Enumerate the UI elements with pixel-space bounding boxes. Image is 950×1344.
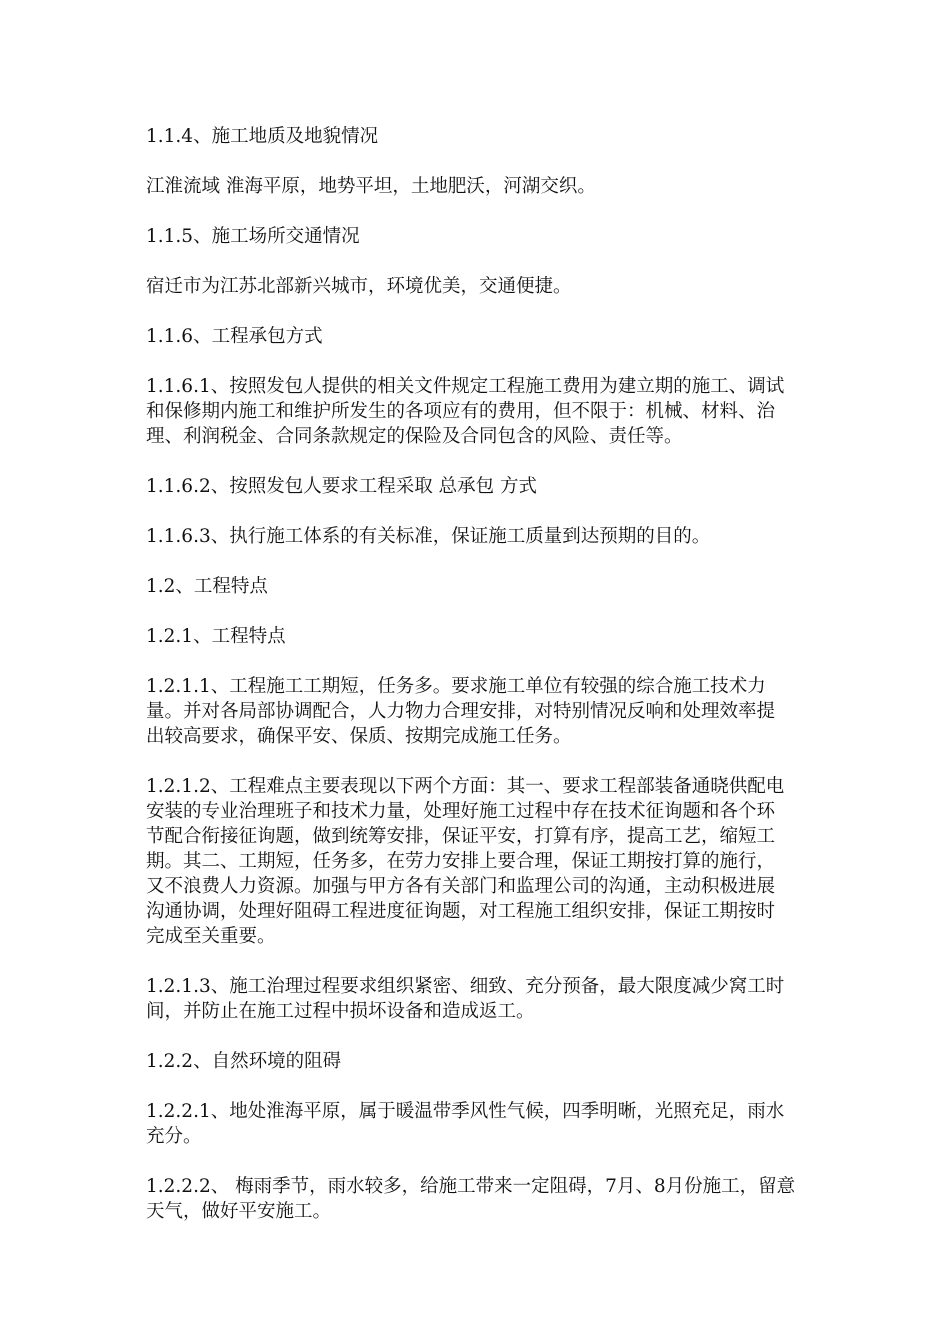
text-line: 1.2、工程特点 xyxy=(146,576,268,597)
text-line: 1.2.1.3、施工治理过程要求组织紧密、细致、充分预备，最大限度减少窝工时 xyxy=(146,976,785,997)
paragraph xyxy=(146,324,811,349)
paragraph xyxy=(146,374,811,449)
text-line: 1.2.2.1、地处淮海平原，属于暖温带季风性气候，四季明晰，光照充足，雨水 xyxy=(146,1101,785,1122)
text-line: 期。其二、工期短，任务多，在劳力安排上要合理，保证工期按打算的施行， xyxy=(146,851,776,872)
text-line: 1.2.2、自然环境的阻碍 xyxy=(146,1051,342,1072)
paragraph xyxy=(146,274,811,299)
paragraph xyxy=(146,624,811,649)
text-line: 量。并对各局部协调配合，人力物力合理安排，对特别情况反响和处理效率提 xyxy=(146,701,776,722)
text-line: 天气，做好平安施工。 xyxy=(146,1201,332,1222)
paragraph xyxy=(146,1049,811,1074)
paragraph xyxy=(146,224,811,249)
paragraph xyxy=(146,124,811,149)
paragraph xyxy=(146,1174,811,1224)
paragraph xyxy=(146,974,811,1024)
text-line: 1.2.2.2、 梅雨季节，雨水较多，给施工带来一定阻碍，7月、8月份施工，留意 xyxy=(146,1176,796,1197)
document-body xyxy=(146,124,811,1249)
paragraph xyxy=(146,774,811,949)
paragraph xyxy=(146,174,811,199)
text-line: 1.1.6、工程承包方式 xyxy=(146,326,323,347)
paragraph xyxy=(146,1099,811,1149)
text-line: 1.1.6.2、按照发包人要求工程采取 总承包 方式 xyxy=(146,476,537,497)
paragraph xyxy=(146,524,811,549)
text-line: 1.1.4、施工地质及地貌情况 xyxy=(146,126,379,147)
text-line: 宿迁市为江苏北部新兴城市，环境优美，交通便捷。 xyxy=(146,276,572,297)
text-line: 江淮流域 淮海平原，地势平坦，土地肥沃，河湖交织。 xyxy=(146,176,596,197)
text-line: 1.2.1.2、工程难点主要表现以下两个方面：其一、要求工程部装备通晓供配电 xyxy=(146,776,785,797)
text-line: 出较高要求，确保平安、保质、按期完成施工任务。 xyxy=(146,726,572,747)
text-line: 间，并防止在施工过程中损坏设备和造成返工。 xyxy=(146,1001,535,1022)
text-line: 1.2.1、工程特点 xyxy=(146,626,286,647)
paragraph xyxy=(146,674,811,749)
paragraph xyxy=(146,474,811,499)
text-line: 1.1.6.1、按照发包人提供的相关文件规定工程施工费用为建立期的施工、调试 xyxy=(146,376,785,397)
paragraph xyxy=(146,574,811,599)
text-line: 节配合衔接征询题，做到统筹安排，保证平安，打算有序，提高工艺，缩短工 xyxy=(146,826,776,847)
text-line: 和保修期内施工和维护所发生的各项应有的费用，但不限于：机械、材料、治 xyxy=(146,401,776,422)
text-line: 充分。 xyxy=(146,1126,202,1147)
text-line: 1.2.1.1、工程施工工期短，任务多。要求施工单位有较强的综合施工技术力 xyxy=(146,676,766,697)
text-line: 又不浪费人力资源。加强与甲方各有关部门和监理公司的沟通，主动积极进展 xyxy=(146,876,776,897)
text-line: 安装的专业治理班子和技术力量，处理好施工过程中存在技术征询题和各个环 xyxy=(146,801,776,822)
text-line: 理、利润税金、合同条款规定的保险及合同包含的风险、责任等。 xyxy=(146,426,683,447)
text-line: 1.1.6.3、执行施工体系的有关标准，保证施工质量到达预期的目的。 xyxy=(146,526,711,547)
text-line: 沟通协调，处理好阻碍工程进度征询题，对工程施工组织安排，保证工期按时 xyxy=(146,901,776,922)
text-line: 1.1.5、施工场所交通情况 xyxy=(146,226,360,247)
text-line: 完成至关重要。 xyxy=(146,926,276,947)
